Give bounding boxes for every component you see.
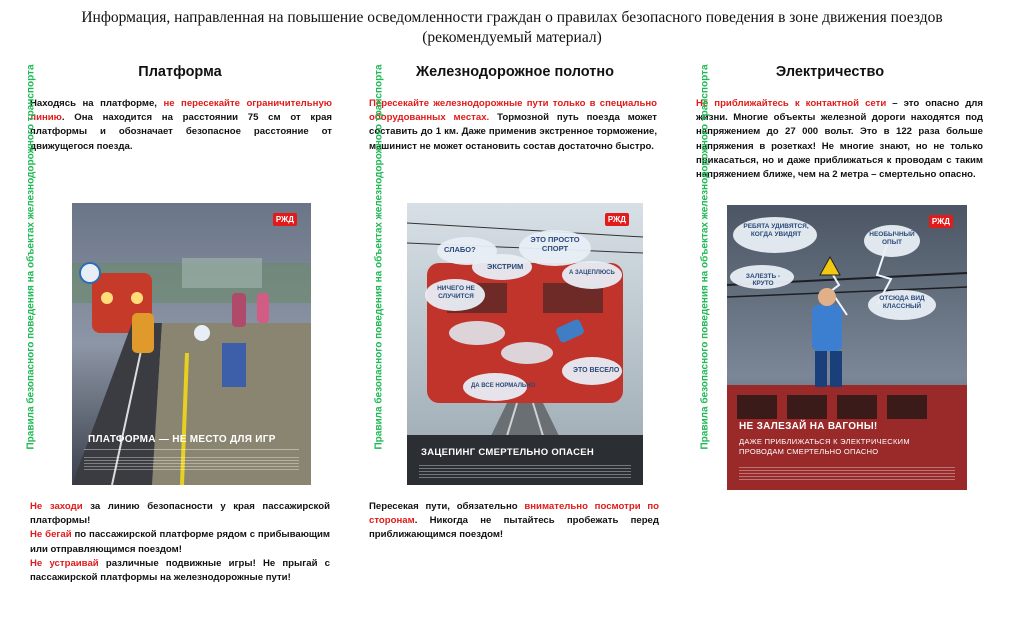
electricity-intro-highlight: Не приближайтесь к контактной сети xyxy=(696,98,887,109)
track-rules-text xyxy=(369,500,659,543)
platform-rule-2-highlight: Не бегай xyxy=(30,529,72,541)
poster-platform-caption: ПЛАТФОРМА — НЕ МЕСТО ДЛЯ ИГР xyxy=(88,434,276,445)
platform-rule-1-text: за линию безопасности у края пассажирской платформы! xyxy=(30,501,330,527)
bubble-text-5: ЭТО ВЕСЕЛО xyxy=(573,367,620,374)
bubble-text-6: ДА ВСЕ НОРМАЛЬНО xyxy=(471,383,536,389)
platform-rule-1 xyxy=(30,500,330,528)
bubble-text-1: НЕОБЫЧНЫЙ ОПЫТ xyxy=(869,231,915,246)
poster-platform xyxy=(72,203,311,485)
track-intro-text xyxy=(369,97,657,154)
page-title-line2: (рекомендуемый материал) xyxy=(422,29,602,46)
electricity-intro-text xyxy=(696,97,983,182)
poster-track xyxy=(407,203,643,485)
poster-track-fine-print xyxy=(419,465,631,479)
bubble-text-0: СЛАБО? xyxy=(444,245,476,254)
track-rules-part-a: Пересекая пути, обязательно xyxy=(369,501,525,512)
electricity-intro-part-b: – это опасно для жизни. Многие объекты железной дороги находятся под напряжением до 27 000 вольт. Это в 122 раза больше напряжения в розетках! Не многие знают, но не только прикасаться, но и даже приближаться к проводам с таким напряжением ближе, чем на 2 метра – смертельно опасно. xyxy=(696,98,983,181)
heading-railway-track: Железнодорожное полотно xyxy=(416,64,614,80)
platform-rules-text xyxy=(30,500,330,585)
side-label-electricity: Правила безопасного поведения на объектах железнодорожного транспорта xyxy=(699,64,711,450)
track-rules-part-c: . Никогда не пытайтесь пробежать перед приближающимся поездом! xyxy=(369,515,659,541)
platform-rule-3-highlight: Не устраивай xyxy=(30,557,99,569)
track-intro-highlight: Пересекайте железнодорожные пути только в специально оборудованных местах. xyxy=(369,98,657,124)
bubble-text-3: НИЧЕГО НЕ СЛУЧИТСЯ xyxy=(437,285,475,300)
bubble-text-2: ЭКСТРИМ xyxy=(487,262,524,271)
platform-rule-1-highlight: Не заходи xyxy=(30,501,83,512)
bubble-text-0: РЕБЯТА УДИВЯТСЯ, КОГДА УВИДЯТ xyxy=(743,223,809,238)
track-intro-part-b: Тормозной путь поезда может составить до 1 км. Даже применив экстренное торможение, машинист не может остановить состав достаточно быстро. xyxy=(369,112,657,152)
side-label-platform: Правила безопасного поведения на объектах железнодорожного транспорта xyxy=(25,64,37,450)
side-label-track: Правила безопасного поведения на объектах железнодорожного транспорта xyxy=(373,64,385,450)
platform-rule-2 xyxy=(30,528,330,556)
page-title xyxy=(0,8,1024,48)
platform-intro-highlight: не пересекайте ограничительную линию xyxy=(30,98,332,124)
poster-platform-fine-print xyxy=(84,457,299,471)
platform-rule-3 xyxy=(30,557,330,585)
poster-track-caption: ЗАЦЕПИНГ СМЕРТЕЛЬНО ОПАСЕН xyxy=(421,447,595,458)
bubble-text-3: ОТСЮДА ВИД КЛАССНЫЙ xyxy=(879,295,925,310)
rzd-logo: РЖД xyxy=(929,215,953,228)
platform-intro-part-a: Находясь на платформе, xyxy=(30,98,164,109)
platform-rule-2-text: по пассажирской платформе рядом с прибывающим или отправляющимся поездом! xyxy=(30,529,330,555)
platform-intro-text xyxy=(30,97,332,154)
track-rules-highlight: внимательно посмотри по сторонам xyxy=(369,501,659,527)
rzd-logo: РЖД xyxy=(605,213,629,226)
platform-rule-3-text: различные подвижные игры! Не прыгай с пассажирской платформы на железнодорожные пути! xyxy=(30,557,330,584)
poster-electricity-caption1: НЕ ЗАЛЕЗАЙ НА ВАГОНЫ! xyxy=(739,421,878,432)
heading-electricity: Электричество xyxy=(775,64,885,80)
platform-intro-part-c: . Она находится на расстоянии 75 см от края платформы и обозначает безопасное расстояние от движущегося поезда. xyxy=(30,112,332,152)
bubble-text-2: ЗАЛЕЗТЬ - КРУТО xyxy=(745,273,781,287)
poster-electricity xyxy=(727,205,967,490)
bubble-text-1: ЭТО ПРОСТО СПОРТ xyxy=(530,235,580,253)
rzd-logo: РЖД xyxy=(273,213,297,226)
poster-track-illustration xyxy=(407,203,643,485)
bubble-text-4: А ЗАЦЕПЛЮСЬ xyxy=(569,270,615,276)
poster-electricity-fine-print xyxy=(739,467,955,481)
page-title-line1: Информация, направленная на повышение осведомленности граждан о правилах безопасного поведения в зоне движения поездов xyxy=(81,9,943,26)
poster-electricity-caption2: ДАЖЕ ПРИБЛИЖАТЬСЯ К ЭЛЕКТРИЧЕСКИМ ПРОВОДАМ СМЕРТЕЛЬНО ОПАСНО xyxy=(739,437,910,456)
heading-platform: Платформа xyxy=(138,64,222,80)
